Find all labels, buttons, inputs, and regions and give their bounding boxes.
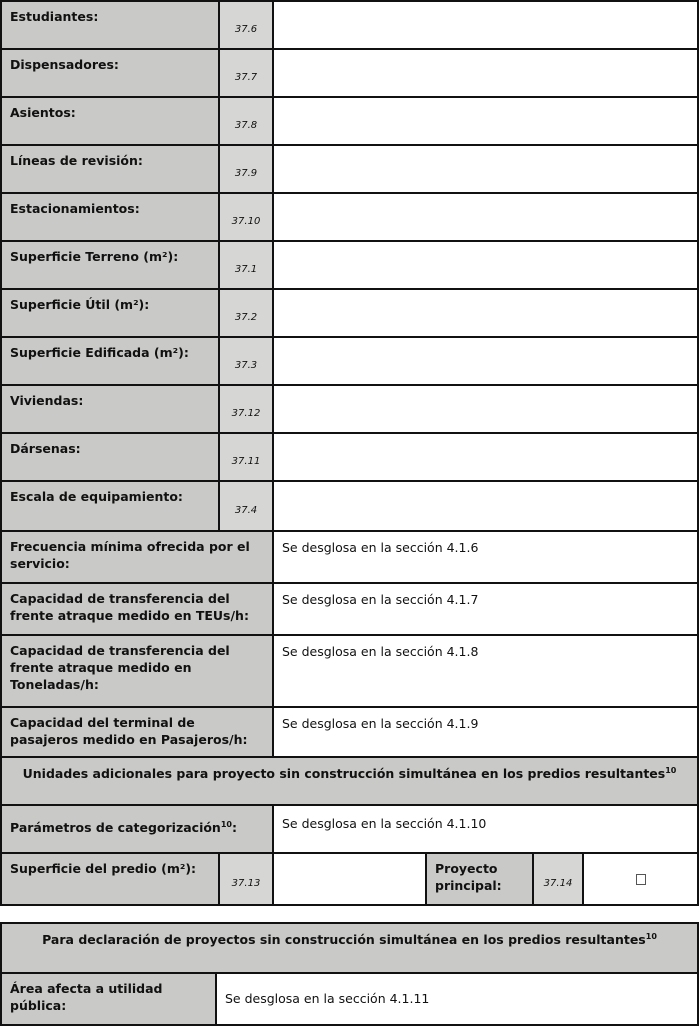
footnote: 10 [665,766,677,775]
area-value[interactable]: Se desglosa en la sección 4.1.11 [215,972,699,1026]
teus-value[interactable]: Se desglosa en la sección 4.1.7 [272,582,699,636]
tons-value[interactable]: Se desglosa en la sección 4.1.8 [272,634,699,708]
row-code: 37.2 [218,288,274,338]
row-code: 37.6 [218,0,274,50]
row-input[interactable] [272,0,699,50]
row-label: Asientos: [0,96,220,146]
row-code: 37.1 [218,240,274,290]
param-label-text: Parámetros de categorización [10,820,221,836]
teus-label: Capacidad de transferencia del frente atraque medido en TEUs/h: [0,582,274,636]
footnote: 10 [220,820,232,829]
principal-checkbox-cell[interactable] [582,852,699,906]
row-code: 37.4 [218,480,274,532]
param-value[interactable]: Se desglosa en la sección 4.1.10 [272,804,699,854]
row-label: Dispensadores: [0,48,220,98]
checkbox[interactable] [636,874,646,885]
tons-label: Capacidad de transferencia del frente atraque medido en Toneladas/h: [0,634,274,708]
row-input[interactable] [272,96,699,146]
row-label: Dársenas: [0,432,220,482]
row-input[interactable] [272,192,699,242]
passengers-value[interactable]: Se desglosa en la sección 4.1.9 [272,706,699,758]
section1-header [0,756,699,806]
row-label: Escala de equipamiento: [0,480,220,532]
principal-code: 37.14 [532,852,584,906]
frequency-value[interactable]: Se desglosa en la sección 4.1.6 [272,530,699,584]
row-code: 37.12 [218,384,274,434]
row-code: 37.8 [218,96,274,146]
row-input[interactable] [272,240,699,290]
row-input[interactable] [272,336,699,386]
section1-header-text: Unidades adicionales para proyecto sin construcción simultánea en los predios resultantes [22,766,666,782]
row-code: 37.11 [218,432,274,482]
row-code: 37.10 [218,192,274,242]
row-label: Superficie Útil (m²): [0,288,220,338]
passengers-label: Capacidad del terminal de pasajeros medido en Pasajeros/h: [0,706,274,758]
predio-code: 37.13 [218,852,274,906]
row-input[interactable] [272,48,699,98]
row-label: Estacionamientos: [0,192,220,242]
row-input[interactable] [272,144,699,194]
row-code: 37.9 [218,144,274,194]
row-label: Estudiantes: [0,0,220,50]
param-label: Parámetros de categorización$^{10}$: [0,804,274,854]
row-input[interactable] [272,288,699,338]
predio-label: Superficie del predio (m²): [0,852,220,906]
area-label: Área afecta a utilidad pública: [0,972,217,1026]
principal-label: Proyecto principal: [425,852,534,906]
frequency-label: Frecuencia mínima ofrecida por el servicio: [0,530,274,584]
row-label: Viviendas: [0,384,220,434]
row-input[interactable] [272,480,699,532]
footnote: 10 [645,932,657,941]
row-label: Superficie Terreno (m²): [0,240,220,290]
section2-header [0,922,699,974]
row-input[interactable] [272,384,699,434]
row-code: 37.3 [218,336,274,386]
row-label: Líneas de revisión: [0,144,220,194]
predio-input[interactable] [272,852,427,906]
section2-header-text: Para declaración de proyectos sin construcción simultánea en los predios resultantes [42,932,646,948]
row-label: Superficie Edificada (m²): [0,336,220,386]
row-input[interactable] [272,432,699,482]
row-code: 37.7 [218,48,274,98]
